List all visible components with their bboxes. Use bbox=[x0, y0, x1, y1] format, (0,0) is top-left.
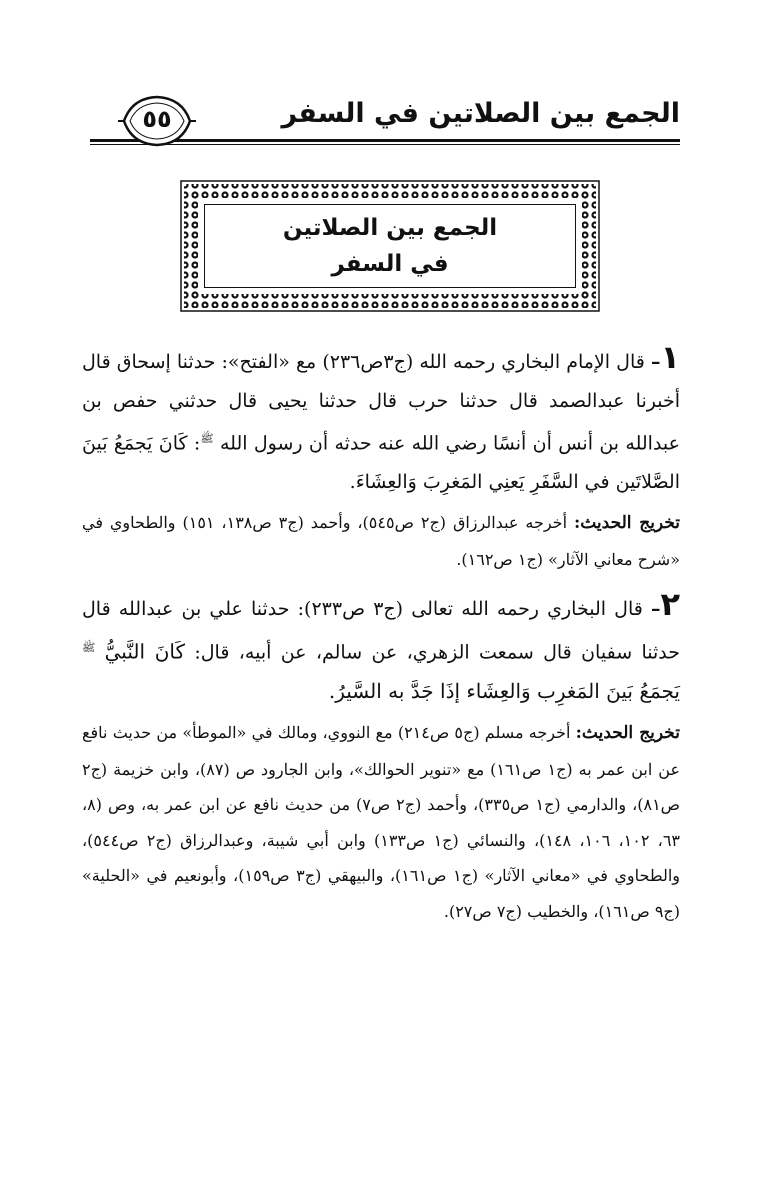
hadith-number: ٢ bbox=[660, 585, 680, 624]
takhrij-text: أخرجه عبدالرزاق (ج٢ ص٥٤٥)، وأحمد (ج٣ ص١٣٨، ١٥١) والطحاوي في «شرح معاني الآثار» (ج١ ص١٦٢). bbox=[82, 513, 680, 569]
chapter-title-box bbox=[180, 180, 600, 312]
hadith-matn: : كَانَ يَجمَعُ بَينَ الصَّلاتَين في السَّفَرِ يَعنِي المَغرِبَ وَالعِشَاءَ. bbox=[82, 432, 680, 493]
hadith-matn-end: يَجمَعُ بَينَ المَغرِب وَالعِشَاء إذَا جَدَّ به السَّيرُ. bbox=[328, 678, 680, 703]
salla-symbol: ﷺ bbox=[200, 432, 214, 445]
hadith-1 bbox=[82, 338, 680, 501]
page-number-badge bbox=[118, 92, 196, 150]
chapter-title-line-2: في السفر bbox=[331, 251, 449, 277]
hadith-matn-start: كَانَ النَّبيُّ bbox=[104, 639, 185, 664]
body-text bbox=[82, 338, 680, 937]
takhrij-text: أخرجه مسلم (ج٥ ص٢١٤) مع النووي، ومالك في «الموطأ» من حديث نافع عن ابن عمر به (ج١ ص١٦١) مع «تنوير الحوالك»، وابن الجارود ص (٨٧)، وابن خزيمة (ج٢ ص٨١)، والدارمي (ج١ ص٣٣٥)، وأحمد (ج٢ ص٧) من حديث نافع عن ابن عمر به، وص (٨، ٦٣، ١٠٢، ١٠٦، ١٤٨)، والنسائي (ج١ ص١٣٣) وابن أبي شيبة، وعبدالرزاق (ج٢ ص٥٤٤)، والطحاوي في «معاني الآثار» (ج١ ص١٦١)، والبيهقي (ج٣ ص١٥٩)، وأبونعيم في «الحلية» (ج٩ ص١٦١)، والخطيب (ج٧ ص٢٧). bbox=[82, 723, 681, 921]
takhrij-label: تخريج الحديث: bbox=[573, 513, 681, 534]
takhrij-1 bbox=[82, 505, 680, 577]
takhrij-2 bbox=[82, 715, 680, 929]
title-frame bbox=[204, 204, 576, 288]
hadith-dash: – bbox=[650, 598, 661, 621]
chapter-title-line-1: الجمع بين الصلاتين bbox=[282, 215, 498, 241]
header-title: الجمع بين الصلاتين في السفر bbox=[281, 98, 680, 129]
takhrij-label: تخريج الحديث: bbox=[575, 723, 680, 744]
hadith-2 bbox=[82, 585, 680, 711]
running-header bbox=[90, 92, 680, 152]
hadith-dash: – bbox=[650, 351, 661, 373]
page-number: ٥٥ bbox=[142, 105, 172, 133]
hadith-number: ١ bbox=[660, 338, 680, 376]
hadith-text: قال البخاري رحمه الله تعالى (ج٣ ص٢٣٣): حدثنا علي بن عبدالله قال حدثنا سفيان قال سمعت الزهري، عن سالم، عن أبيه، قال: bbox=[82, 598, 680, 664]
salla-symbol: ﷺ bbox=[82, 640, 96, 654]
hadith-text: قال الإمام البخاري رحمه الله (ج٣ص٢٣٦) مع «الفتح»: حدثنا إسحاق قال أخبرنا عبدالصمد قال حدثنا حرب قال حدثنا يحيى قال حدثني حفص بن عبدالله بن أنس أن أنسًا رضي الله عنه حدثه أن رسول الله bbox=[82, 351, 680, 455]
